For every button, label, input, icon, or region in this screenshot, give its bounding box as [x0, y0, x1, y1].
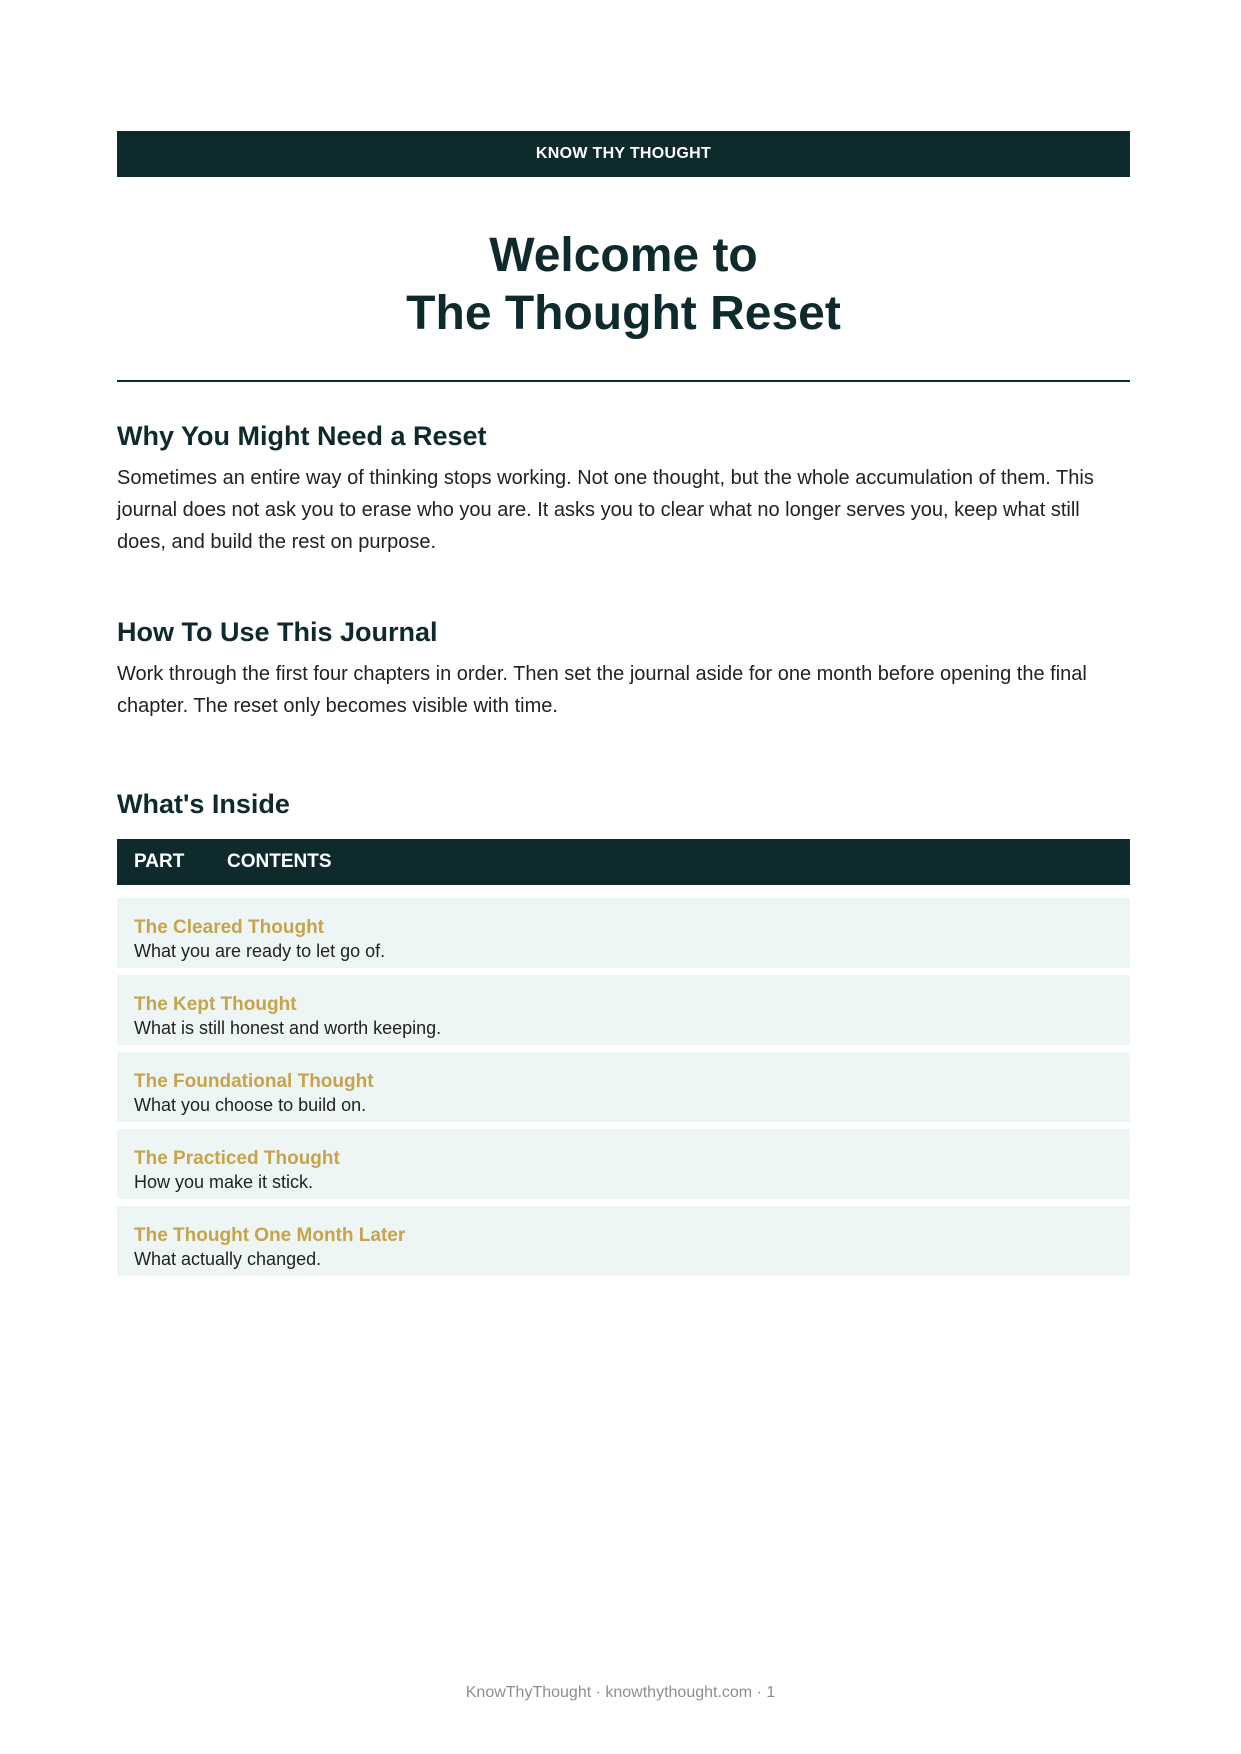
page-title [117, 227, 1130, 343]
toc-row-description: What actually changed. [134, 1249, 322, 1269]
toc-row-description: What you are ready to let go of. [134, 941, 386, 961]
toc-table-body [117, 898, 1130, 1276]
toc-row-title: The Cleared Thought [134, 917, 324, 938]
section-whats-inside [117, 788, 1130, 1276]
document-page [117, 131, 1130, 1283]
section-body-how: Work through the first four chapters in order. Then set the journal aside for one month before opening the final chapter. The reset only becomes visible with time. [117, 663, 1087, 717]
toc-row-title: The Practiced Thought [134, 1148, 340, 1169]
toc-row [117, 898, 1130, 968]
toc-row [117, 975, 1130, 1045]
title-divider [117, 380, 1130, 382]
page-footer: KnowThyThought · knowthythought.com · 1 [465, 1684, 776, 1701]
toc-row-title: The Kept Thought [134, 994, 297, 1015]
toc-column-contents: CONTENTS [227, 851, 332, 872]
section-heading-how: How To Use This Journal [117, 617, 438, 647]
section-body-why: Sometimes an entire way of thinking stops working. Not one thought, but the whole accumulation of them. This journal does not ask you to erase who you are. It asks you to clear what no longer serves you, keep what still does, and build the rest on purpose. [117, 467, 1094, 553]
toc-row [117, 1052, 1130, 1122]
toc-row-description: What is still honest and worth keeping. [134, 1018, 442, 1038]
toc-row [117, 1206, 1130, 1276]
toc-row-description: How you make it stick. [134, 1172, 314, 1192]
page-title-line-1: Welcome to [489, 229, 758, 282]
toc-column-part: PART [134, 851, 185, 872]
brand-name: KNOW THY THOUGHT [535, 145, 712, 162]
toc-row-title: The Foundational Thought [134, 1071, 374, 1092]
toc-row [117, 1129, 1130, 1199]
section-how-to-use [117, 616, 1130, 722]
section-heading-why: Why You Might Need a Reset [117, 421, 487, 451]
toc-table-header [117, 839, 1130, 885]
toc-row-title: The Thought One Month Later [134, 1225, 406, 1246]
brand-header-bar [117, 131, 1130, 177]
section-heading-inside: What's Inside [117, 789, 290, 819]
toc-row-description: What you choose to build on. [134, 1095, 367, 1115]
section-why-reset [117, 420, 1130, 558]
page-title-line-2: The Thought Reset [406, 287, 841, 340]
